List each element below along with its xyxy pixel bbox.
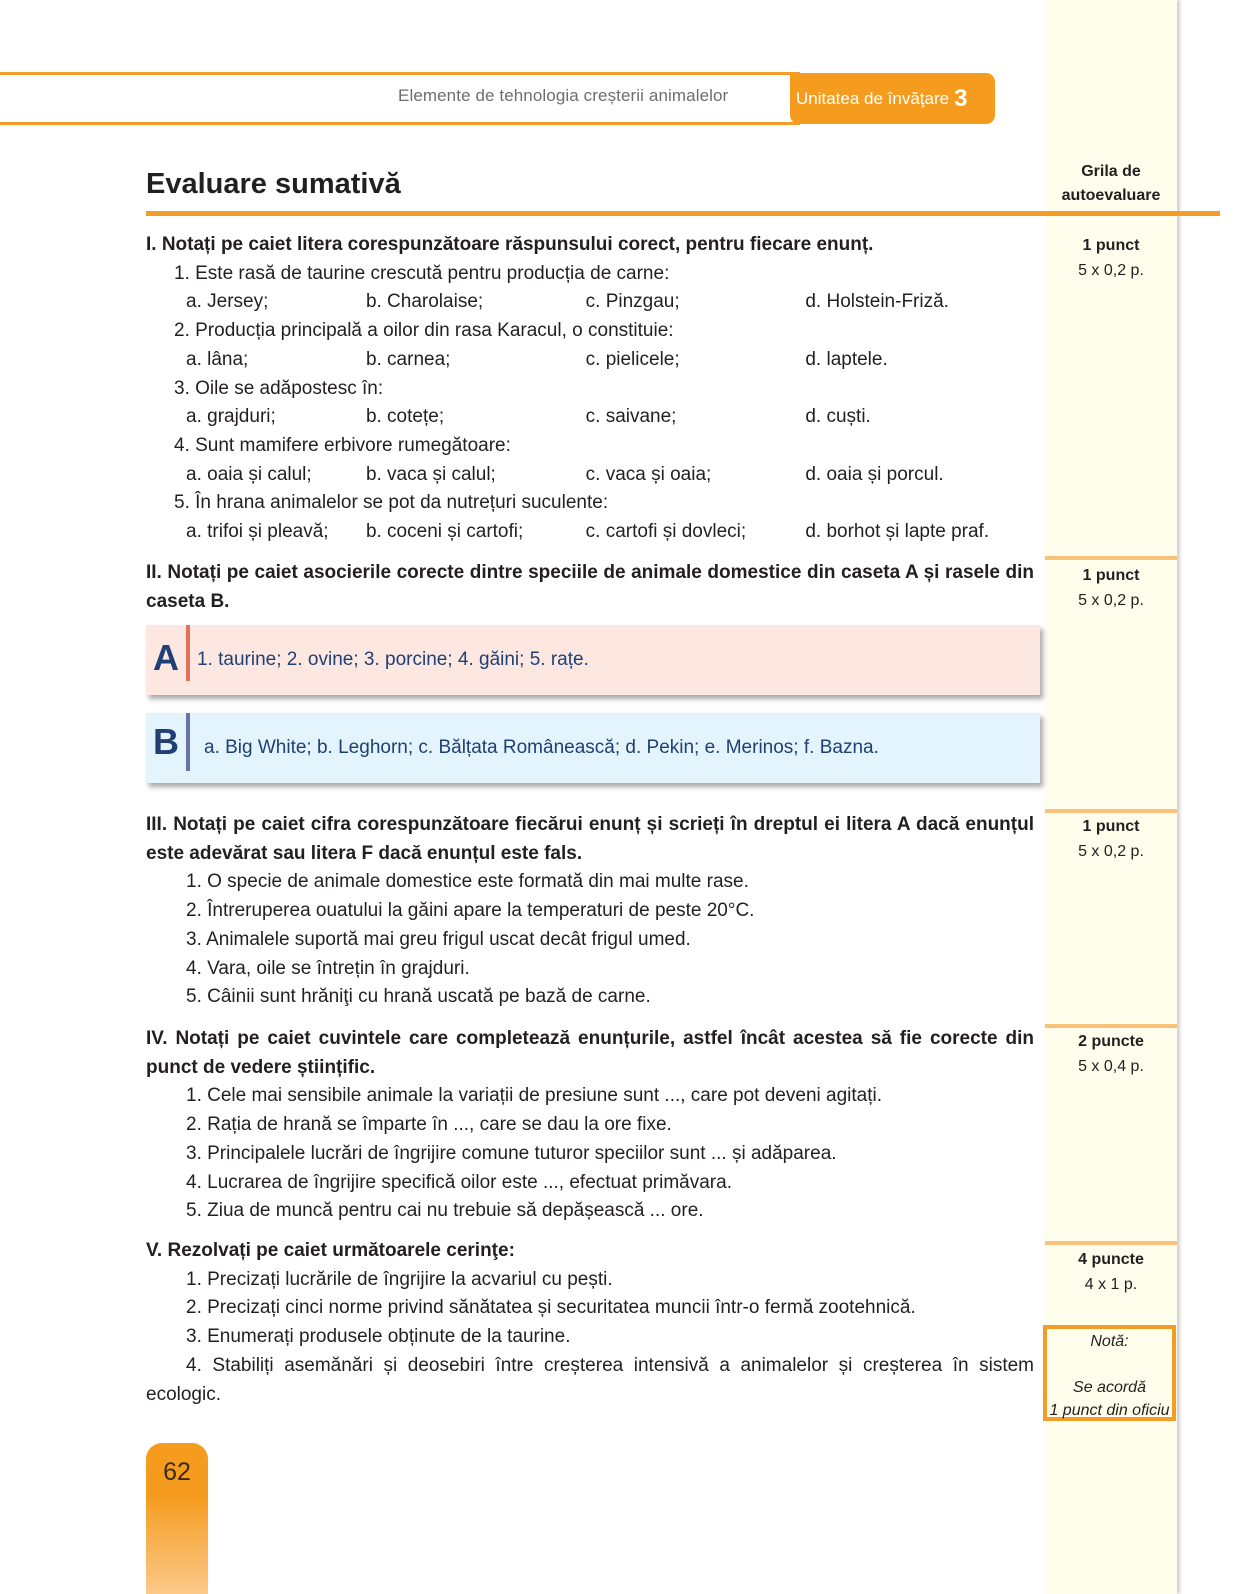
task: 3. Enumerați produsele obținute de la taurine.: [186, 1326, 571, 1348]
question: 1. Este rasă de taurine crescută pentru producția de carne:: [174, 262, 670, 284]
section-4: [146, 1025, 1034, 1226]
statement: 5. Ziua de muncă pentru cai nu trebuie să depășească ... ore.: [186, 1200, 704, 1222]
option: c. vaca și oaia;: [585, 463, 712, 485]
score-points: 4 puncte: [1078, 1251, 1144, 1268]
running-header-subject: Elemente de tehnologia creșterii animalelor: [398, 86, 729, 105]
score-points: 1 punct: [1082, 567, 1140, 584]
header-rule-bottom: [0, 122, 800, 125]
option: c. Pinzgau;: [585, 291, 680, 313]
statement: 4. Vara, oile se întrețin în grajduri.: [186, 957, 470, 979]
note-line-2: 1 punct din oficiu: [1049, 1402, 1170, 1419]
unit-label: Unitatea de învăţare: [796, 88, 950, 108]
box-a-species: [146, 625, 1040, 695]
header-rule-top: [0, 72, 800, 75]
score-points: 1 punct: [1082, 818, 1140, 835]
score-breakdown: 5 x 0,2 p.: [1078, 843, 1144, 860]
score-breakdown: 5 x 0,2 p.: [1078, 592, 1144, 609]
option: a. oaia și calul;: [186, 463, 312, 485]
score-breakdown: 4 x 1 p.: [1084, 1276, 1138, 1293]
task: 4. Stabiliți asemănări și deosebiri între creșterea intensivă a animalelor și creșterea în sistem ecologic.: [146, 1354, 1034, 1405]
score-breakdown: 5 x 0,2 p.: [1078, 262, 1144, 279]
option: a. Jersey;: [186, 291, 269, 313]
box-b-letter: B: [153, 721, 179, 762]
section-3-heading: III. Notați pe caiet cifra corespunzătoare fiecărui enunț și scrieți în dreptul ei litera A dacă enunțul este adevărat sau litera F dacă enunțul este fals.: [146, 814, 1034, 864]
sidebar-title-line2: autoevaluare: [1061, 187, 1161, 204]
section-2: [146, 559, 1034, 616]
options-row: [146, 346, 1034, 375]
task: 2. Precizați cinci norme privind sănătatea și securitatea muncii într-o fermă zootehnică.: [186, 1297, 916, 1319]
option: c. pielicele;: [585, 348, 680, 370]
box-a-text: 1. taurine; 2. ovine; 3. porcine; 4. găini; 5. rațe.: [197, 649, 589, 670]
section-3: [146, 811, 1034, 1012]
score-section-1: [1045, 233, 1177, 283]
statement: 2. Rația de hrană se împarte în ..., care se dau la ore fixe.: [186, 1114, 672, 1136]
option: d. Holstein-Friză.: [805, 291, 949, 313]
note-label: Notă:: [1090, 1333, 1129, 1350]
score-divider: [1045, 1024, 1177, 1028]
statement: 1. Cele mai sensibile animale la variații de presiune sunt ..., care pot deveni agitați.: [186, 1085, 882, 1107]
section-1-heading: I. Notați pe caiet litera corespunzătoare răspunsului corect, pentru fiecare enunț.: [146, 234, 874, 255]
sidebar-title-line1: Grila de: [1081, 163, 1141, 180]
section-5: [146, 1237, 1034, 1409]
option: b. vaca și calul;: [365, 463, 496, 485]
option: b. coceni și cartofi;: [365, 521, 524, 543]
box-b-breeds: [146, 713, 1040, 783]
option: a. grajduri;: [186, 406, 276, 428]
statement: 1. O specie de animale domestice este formată din mai multe rase.: [186, 871, 749, 893]
option: d. borhot și lapte praf.: [805, 521, 990, 543]
score-points: 1 punct: [1082, 237, 1140, 254]
section-2-heading: II. Notați pe caiet asocierile corecte dintre speciile de animale domestice din caseta A și rasele din caseta B.: [146, 562, 1034, 612]
statement: 3. Animalele suportă mai greu frigul uscat decât frigul umed.: [186, 928, 691, 950]
section-1: [146, 231, 1034, 547]
options-row: [146, 288, 1034, 317]
page-title: Evaluare sumativă: [146, 168, 401, 200]
note-line-1: Se acordă: [1073, 1379, 1146, 1396]
option: d. oaia și porcul.: [805, 463, 944, 485]
option: a. lâna;: [186, 348, 249, 370]
question: 2. Producția principală a oilor din rasa Karacul, o constituie:: [174, 320, 674, 342]
box-b-text: a. Big White; b. Leghorn; c. Bălțata Românească; d. Pekin; e. Merinos; f. Bazna.: [204, 737, 879, 758]
options-row: [146, 461, 1034, 490]
option: c. saivane;: [585, 406, 677, 428]
unit-number: 3: [954, 84, 968, 112]
option: b. carnea;: [365, 348, 451, 370]
score-divider: [1045, 556, 1177, 560]
score-divider: [1045, 809, 1177, 813]
options-row: [146, 403, 1034, 432]
statement: 2. Întreruperea ouatului la găini apare la temperaturi de peste 20°C.: [186, 900, 755, 922]
option: b. cotețe;: [365, 406, 445, 428]
question: 4. Sunt mamifere erbivore rumegătoare:: [174, 434, 511, 456]
statement: 4. Lucrarea de îngrijire specifică oilor este ..., efectuat primăvara.: [186, 1171, 732, 1193]
question: 3. Oile se adăpostesc în:: [174, 377, 384, 399]
option: c. cartofi și dovleci;: [585, 521, 747, 543]
box-a-letter: A: [153, 637, 179, 678]
question: 5. În hrana animalelor se pot da nutrețuri suculente:: [174, 492, 609, 514]
option: a. trifoi și pleavă;: [186, 521, 329, 543]
score-section-2: [1045, 563, 1177, 613]
section-5-heading: V. Rezolvați pe caiet următoarele cerinţe:: [146, 1240, 515, 1261]
option: d. cuști.: [805, 406, 871, 428]
options-row: [146, 518, 1034, 547]
box-a-accent-bar: [186, 625, 190, 681]
box-b-accent-bar: [186, 713, 190, 771]
score-points: 2 puncte: [1078, 1033, 1144, 1050]
unit-badge: [790, 73, 995, 124]
title-rule: [146, 211, 1220, 216]
bonus-point-note: [1043, 1325, 1176, 1421]
sidebar-title: [1045, 160, 1177, 208]
option: b. Charolaise;: [365, 291, 484, 313]
section-4-heading: IV. Notați pe caiet cuvintele care completează enunțurile, astfel încât acestea să fie corecte din punct de vedere științific.: [146, 1028, 1034, 1078]
statement: 5. Câinii sunt hrăniţi cu hrană uscată pe bază de carne.: [186, 986, 651, 1008]
score-breakdown: 5 x 0,4 p.: [1078, 1058, 1144, 1075]
score-section-5: [1045, 1247, 1177, 1297]
statement: 3. Principalele lucrări de îngrijire comune tuturor speciilor sunt ... și adăparea.: [186, 1142, 837, 1164]
score-section-4: [1045, 1029, 1177, 1079]
score-divider: [1045, 1241, 1177, 1245]
score-section-3: [1045, 814, 1177, 864]
option: d. laptele.: [805, 348, 888, 370]
page-number: 62: [146, 1443, 208, 1594]
task: 1. Precizați lucrările de îngrijire la acvariul cu pești.: [186, 1268, 613, 1290]
